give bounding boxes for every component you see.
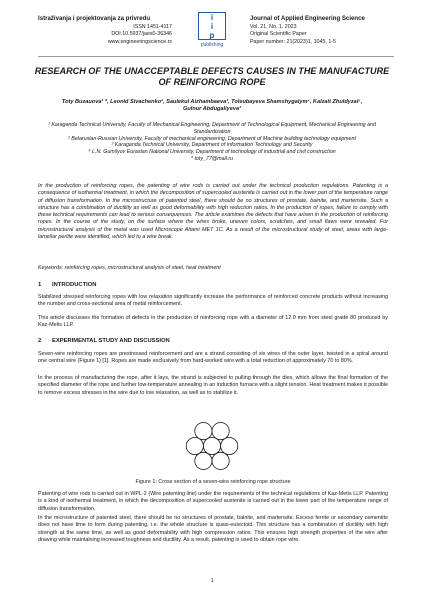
outer-wire: [195, 423, 212, 440]
keywords: Keywords: reinforcing ropes, microstructural analysis of steel, heat treatment: [38, 265, 221, 271]
section-number: 1: [38, 282, 42, 288]
outer-wire: [186, 437, 203, 454]
corresponding-email[interactable]: * toty_77@mail.ru: [190, 155, 234, 162]
doi: DOI:10.5937/jaes0-36346: [111, 31, 172, 38]
outer-wire: [195, 452, 212, 469]
section-title: INTRODUCTION: [52, 282, 97, 288]
affiliation-3: ³ Karaganda Technical University, Department of Information Technology and Security: [111, 142, 313, 149]
page-number: 1: [210, 578, 214, 584]
paper-number: Paper number: 21(2023)1, 1045, 1-5: [250, 38, 336, 45]
paragraph: Stabilized stressed reinforcing ropes with low relaxation significantly increase the performance of reinforced concrete products without increasing the number and cross-sectional area of metal reinforcement.: [38, 294, 388, 308]
affiliations: [30, 122, 394, 163]
header-left: [38, 15, 188, 46]
section-heading-introduction: [38, 282, 96, 288]
paragraph: In the microstructure of patented steel, there should be no structures of prostate, bainite, and martensite. Excess ferrite or secondary cementite does not have time to form during patenting, i.e. the whole structure is quasi-eutectoid. This structure has a combination of ductility with high strength at the same time, as well as good deformability with high compression ratios. This ensures high strength properties of the wire after drawing while maintaining increased toughness and ductility. As a result, patenting is used to obtain rope wire.: [38, 515, 388, 543]
section-number: 2: [38, 338, 42, 344]
header-right: [250, 15, 400, 46]
paragraph: This article discusses the formation of defects in the production of reinforcing rope with a diameter of 12.0 mm from steel grade 80 produced by Kaz-Metis LLP.: [38, 315, 388, 329]
figure-caption: Figure 1: Cross section of a seven-wire reinforcing rope structure: [135, 479, 291, 485]
volume: Vol. 21, No. 1, 2023: [250, 23, 297, 30]
affiliation-2: ² Belarusian-Russian University, Faculty of mechanical engineering, Department of Machine building technology equipment: [68, 135, 356, 142]
paper-title: RESEARCH OF THE UNACCEPTABLE DEFECTS CAUSES IN THE MANUFACTURE OF REINFORCING ROPE: [34, 66, 390, 88]
header-divider: [38, 56, 394, 57]
issn: ISSN 1451-4117: [133, 23, 172, 30]
affiliation-1: ¹ Karaganda Technical University, Faculty of Mechanical Engineering, Department of Technological Equipment, Mechanical Engineering and Standardization: [48, 122, 376, 135]
logo-mark: i i p: [198, 12, 226, 40]
journal-name: Journal of Applied Engineering Science: [250, 15, 365, 22]
affiliation-4: ⁴ L.N. Gumilyov Eurasian National University, Department of technology of industrial and civil construction: [88, 149, 336, 156]
paragraph: Patenting of wire rods is carried out in WPL-2 (Wire patenting line) under the requirements of the technical regulations of Kaz-Metis LLP. Patenting is a kind of isothermal treatment, in which the decomposition of supercooled austenite is carried out in the lower part of the temperature range of diffusion transformation.: [38, 491, 388, 512]
outer-wire: [212, 423, 229, 440]
website-link[interactable]: www.engineeringscience.rs: [107, 38, 172, 45]
section-heading-experimental: [38, 338, 170, 344]
journal-name-local: Istraživanja i projektovanja za privredu: [38, 15, 151, 22]
section-title: EXPERIMENTAL STUDY AND DISCUSSION: [52, 338, 170, 344]
logo-text: publishing: [200, 42, 224, 48]
center-wire: [203, 437, 220, 454]
authors: Toty Buzauova¹ *, Leonid Sivachenko², Saulekul Aizhambaeva³, Toleubayeva Shamshygalym⁴, Kalzait Zhuldyzai⁵, Gulnur Abdugaliyeva³: [61, 99, 363, 113]
paper-type: Original Scientific Paper: [250, 31, 307, 38]
paragraph: In the process of manufacturing the rope, after it lays, the strand is subjected to pulling through the dies, which allows the final formation of the specified diameter of the rope and further low-temperature annealing in an induction furnace with a slight tension. Heat treatment makes it possible to remove excess stresses in the wire due to low relaxation, as well as to stabilize it.: [38, 375, 388, 396]
rope-cross-section-figure: [184, 420, 240, 472]
outer-wire: [212, 452, 229, 469]
publisher-logo: [198, 12, 226, 52]
outer-wire: [221, 437, 238, 454]
paragraph: Seven-wire reinforcing ropes are prestressed reinforcement and are a strand consisting of six wires of the outer layer, twisted in a spiral around one central wire (Figure 1) [1]. Ropes are made exclusively from hard-worked wire with a total reduction of approximately 70 to 80%.: [38, 351, 388, 365]
abstract: In the production of reinforcing ropes, the patenting of wire rods is carried out under the technical production regulations. Patenting is a consequence of isothermal treatment, in which the decomposition of supercooled austenite is carried out in the lower part of the temperature range of diffusion transformation. In the microstructure of patented steel, there should be no structures of prostate, bainite, and martensite. Such a structure has a combination of ductility as well as good deformability with high reduction ratios. In the production of ropes, failure to comply with these technical requirements can lead to serious consequences. The article examines the defects that have arisen in the production of reinforcing ropes. In the course of the study, on the surface where the wires broke, uneven colors, scratches, and small flaws were revealed. For microstructural analysis of the metal was used Microscope Altami MET 1C. As a result of the microstructural study of steel, areas with large-lamellar perlite were identified, which led to a wire break.: [38, 183, 388, 241]
